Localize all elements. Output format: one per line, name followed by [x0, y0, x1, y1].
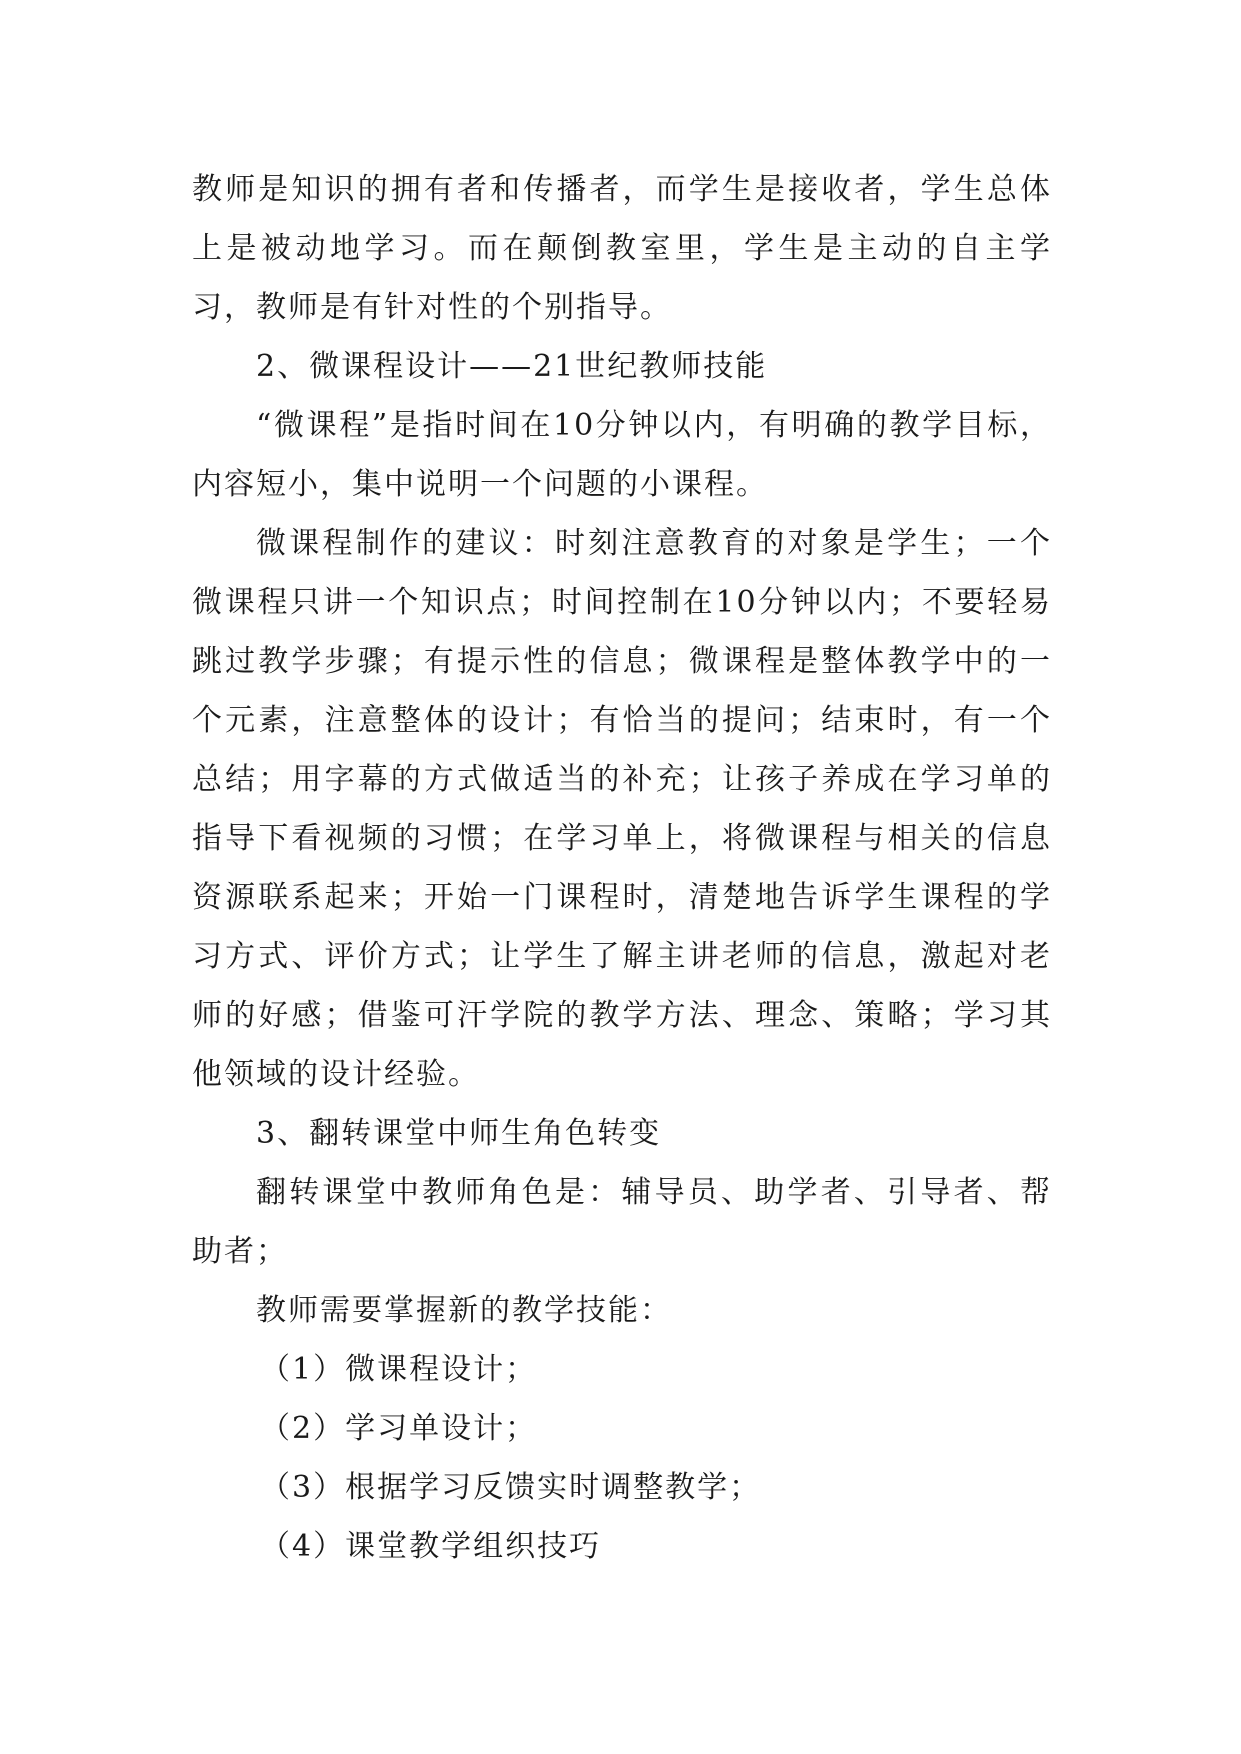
paragraph-micro-course-definition: “微课程”是指时间在10分钟以内，有明确的教学目标，内容短小，集中说明一个问题的小课程。	[192, 408, 1052, 502]
section-heading-role-change: 3、翻转课堂中师生角色转变	[256, 1116, 662, 1151]
list-item: （4）课堂教学组织技巧	[260, 1529, 602, 1564]
list-item: （2）学习单设计；	[260, 1411, 538, 1446]
list-item: （1）微课程设计；	[260, 1352, 538, 1387]
paragraph-micro-course-suggestions: 微课程制作的建议：时刻注意教育的对象是学生；一个微课程只讲一个知识点；时间控制在10分钟以内；不要轻易跳过教学步骤；有提示性的信息；微课程是整体教学中的一个元素，注意整体的设计；有恰当的提问；结束时，有一个总结；用字幕的方式做适当的补充；让孩子养成在学习单的指导下看视频的习惯；在学习单上，将微课程与相关的信息资源联系起来；开始一门课程时，清楚地告诉学生课程的学习方式、评价方式；让学生了解主讲老师的信息，激起对老师的好感；借鉴可汗学院的教学方法、理念、策略；学习其他领域的设计经验。	[192, 526, 1052, 1092]
document-page	[192, 160, 1052, 1576]
list-item: （3）根据学习反馈实时调整教学；	[260, 1470, 762, 1505]
section-heading-micro-course-design: 2、微课程设计——21世纪教师技能	[256, 349, 768, 384]
paragraph-teacher-student-roles: 教师是知识的拥有者和传播者，而学生是接收者，学生总体上是被动地学习。而在颠倒教室里，学生是主动的自主学习，教师是有针对性的个别指导。	[192, 172, 1052, 325]
paragraph-teacher-roles: 翻转课堂中教师角色是：辅导员、助学者、引导者、帮助者；	[192, 1175, 1052, 1269]
paragraph-new-skills-intro: 教师需要掌握新的教学技能：	[256, 1293, 672, 1328]
